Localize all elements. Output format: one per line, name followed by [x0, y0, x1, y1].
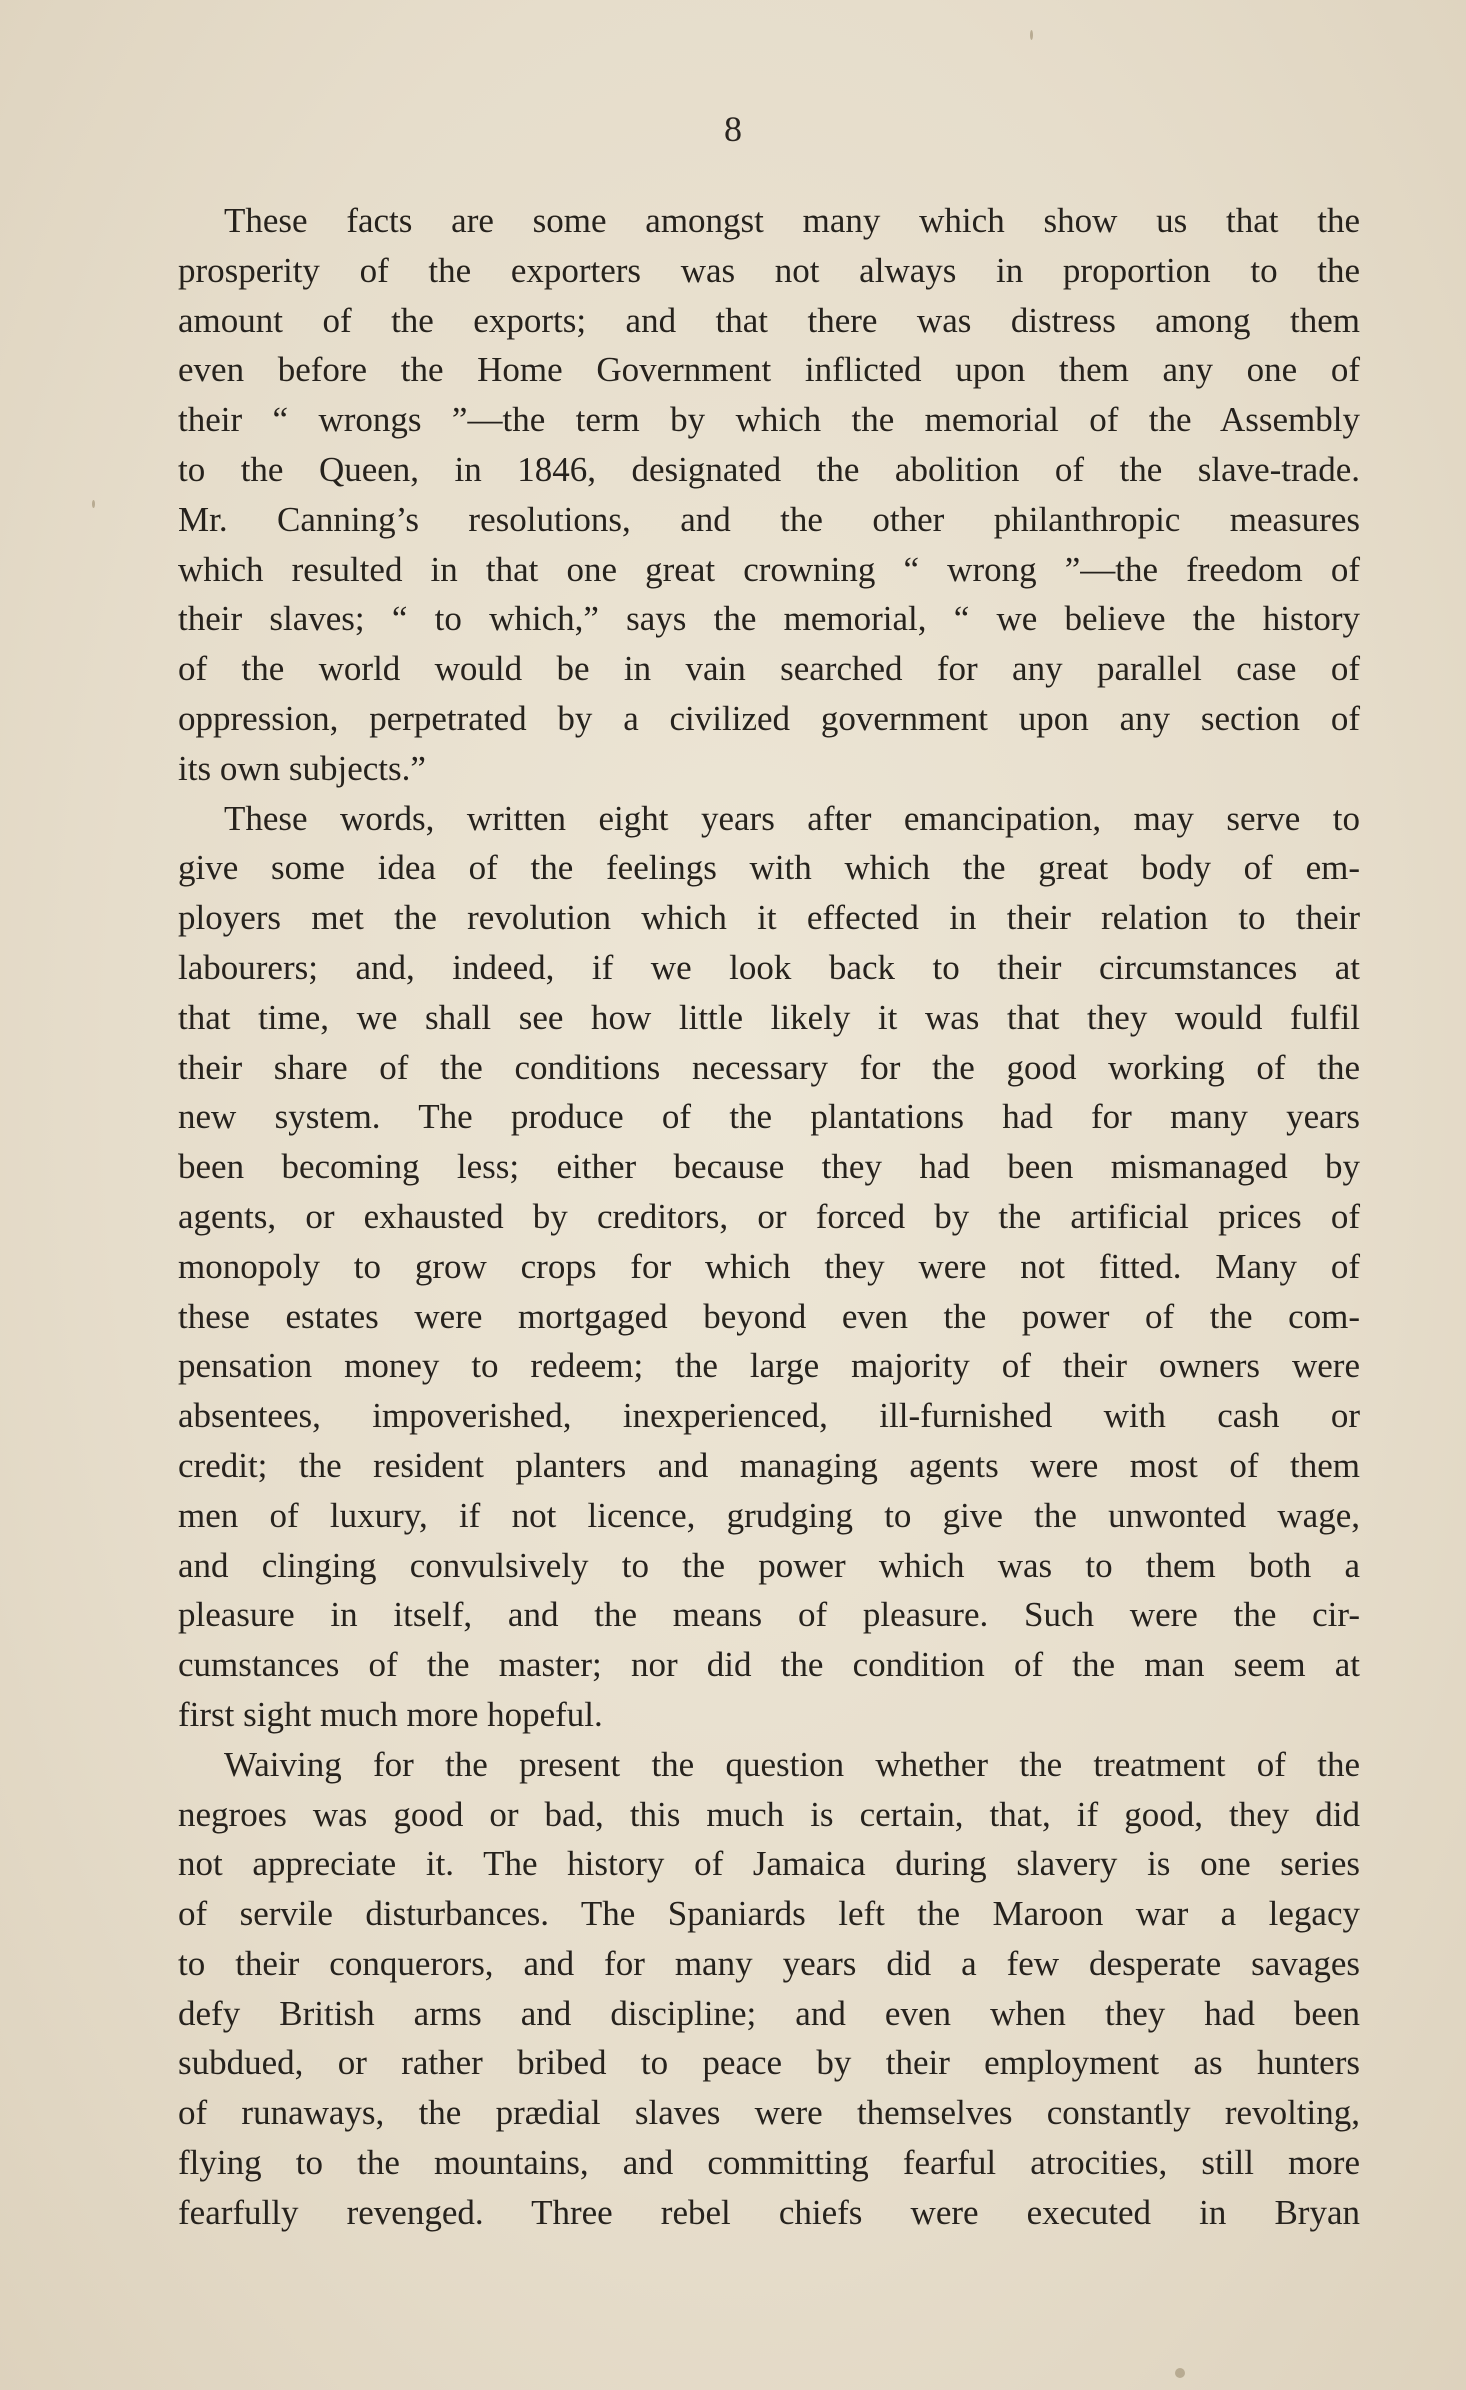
text-line: that time, we shall see how little likely it was that they would fulfil — [178, 997, 1360, 1037]
text-line: of runaways, the prædial slaves were themselves constantly revolting, — [178, 2093, 1360, 2133]
text-line: fearfully revenged. Three rebel chiefs were executed in Bryan — [178, 2192, 1360, 2232]
text-line: These facts are some amongst many which show us that the — [224, 201, 1360, 240]
text-line: absentees, impoverished, inexperienced, ill-furnished with cash or — [178, 1396, 1360, 1436]
text-line: give some idea of the feelings with which the great body of em- — [178, 848, 1360, 888]
text-line: first sight much more hopeful. — [178, 1694, 603, 1734]
text-line: not appreciate it. The history of Jamaica during slavery is one series — [178, 1844, 1360, 1884]
text-line: ployers met the revolution which it effected in their relation to their — [178, 898, 1360, 938]
text-line: amount of the exports; and that there was distress among them — [178, 300, 1360, 340]
text-line: to their conquerors, and for many years did a few desperate savages — [178, 1943, 1360, 1983]
text-line: labourers; and, indeed, if we look back to their circumstances at — [178, 947, 1360, 987]
text-line: pleasure in itself, and the means of pleasure. Such were the cir- — [178, 1595, 1360, 1635]
text-line: Mr. Canning’s resolutions, and the other philanthropic measures — [178, 499, 1360, 539]
text-line: Waiving for the present the question whether the treatment of the — [224, 1744, 1360, 1784]
paper-speck — [1030, 30, 1033, 40]
text-line: their slaves; “ to which,” says the memorial, “ we believe the history — [178, 599, 1360, 639]
text-line: and clinging convulsively to the power which was to them both a — [178, 1545, 1360, 1585]
text-line: of the world would be in vain searched for any parallel case of — [178, 649, 1360, 689]
text-line: oppression, perpetrated by a civilized government upon any section of — [178, 698, 1360, 738]
text-line: credit; the resident planters and managing agents were most of them — [178, 1445, 1360, 1485]
text-line: monopoly to grow crops for which they were not fitted. Many of — [178, 1246, 1360, 1286]
text-line: defy British arms and discipline; and even when they had been — [178, 1993, 1360, 2033]
text-line: to the Queen, in 1846, designated the abolition of the slave-trade. — [178, 449, 1360, 489]
text-line: even before the Home Government inflicted upon them any one of — [178, 350, 1360, 390]
text-line: These words, written eight years after emancipation, may serve to — [224, 798, 1360, 838]
text-line: its own subjects.” — [178, 748, 426, 788]
text-line: subdued, or rather bribed to peace by their employment as hunters — [178, 2043, 1360, 2083]
text-line: prosperity of the exporters was not always in proportion to the — [178, 250, 1360, 290]
text-line: of servile disturbances. The Spaniards left the Maroon war a legacy — [178, 1894, 1360, 1934]
text-line: their share of the conditions necessary for the good working of the — [178, 1047, 1360, 1087]
text-line: agents, or exhausted by creditors, or forced by the artificial prices of — [178, 1196, 1360, 1236]
page-number: 8 — [724, 109, 742, 149]
text-line: these estates were mortgaged beyond even the power of the com- — [178, 1296, 1360, 1336]
text-line: pensation money to redeem; the large majority of their owners were — [178, 1346, 1360, 1386]
paper-speck — [92, 500, 95, 508]
text-line: which resulted in that one great crowning “ wrong ”—the freedom of — [178, 549, 1360, 589]
text-line: negroes was good or bad, this much is certain, that, if good, they did — [178, 1794, 1360, 1834]
body-text — [178, 196, 1360, 2238]
text-line: been becoming less; either because they had been mismanaged by — [178, 1147, 1360, 1187]
paragraph — [178, 196, 1360, 794]
text-line: their “ wrongs ”—the term by which the memorial of the Assembly — [178, 400, 1360, 440]
text-line: new system. The produce of the plantations had for many years — [178, 1097, 1360, 1137]
paragraph — [178, 794, 1360, 1740]
text-line: cumstances of the master; nor did the condition of the man seem at — [178, 1645, 1360, 1685]
text-line: men of luxury, if not licence, grudging to give the unwonted wage, — [178, 1495, 1360, 1535]
text-line: flying to the mountains, and committing fearful atrocities, still more — [178, 2143, 1360, 2183]
paper-speck — [1175, 2368, 1185, 2378]
paragraph — [178, 1740, 1360, 2238]
